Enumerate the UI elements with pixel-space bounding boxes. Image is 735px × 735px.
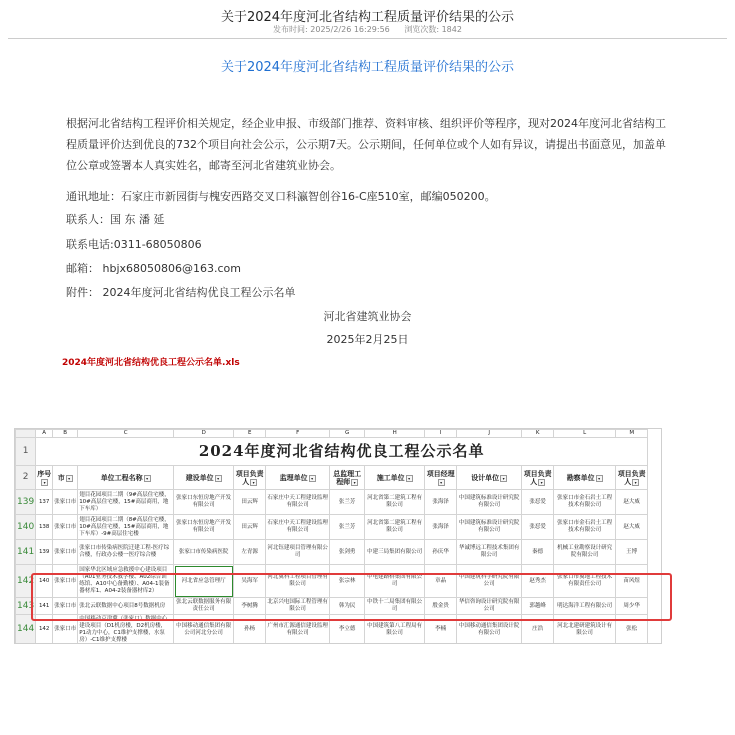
col-letter: B xyxy=(53,430,78,438)
table-cell[interactable]: 李立德 xyxy=(330,615,365,645)
col-letter: A xyxy=(36,430,53,438)
publish-time: 发布时间: 2025/2/26 16:29:56 xyxy=(273,25,390,34)
table-cell[interactable]: 张家口市传染病医院迁建工程-医疗综合楼，行政办公楼一医疗综合楼 xyxy=(78,540,174,565)
sheet-title: 2024年度河北省结构优良工程公示名单 xyxy=(36,438,648,466)
signature-org: 河北省建筑业协会 xyxy=(323,310,412,323)
row-number: 142 xyxy=(16,565,36,598)
table-cell[interactable]: 赵大威 xyxy=(616,515,648,540)
attachment-line: 附件： 2024年度河北省结构优良工程公示名单 xyxy=(66,286,296,299)
table-cell[interactable]: 河北省第二建筑工程有限公司 xyxy=(365,490,425,515)
col-letter: K xyxy=(522,430,554,438)
table-cell[interactable]: 张北云联数据中心项目8号数据机房 xyxy=(78,598,174,615)
table-cell[interactable]: 张家口市冀地工程技术有限责任公司 xyxy=(554,565,616,598)
header-cell[interactable]: 项目负责人 ▾ xyxy=(616,466,648,490)
table-row xyxy=(16,598,648,615)
table-cell[interactable]: 张家口市传染病医院 xyxy=(174,540,234,565)
table-cell[interactable]: 中电建路桥集团有限公司 xyxy=(365,565,425,598)
table-cell[interactable]: 广州市汇源通信建设监理有限公司 xyxy=(266,615,330,645)
filter-dropdown-icon[interactable]: ▾ xyxy=(538,479,545,486)
table-cell[interactable]: 郭越峰 xyxy=(522,598,554,615)
table-row xyxy=(16,615,648,645)
table-cell[interactable]: 苗风煜 xyxy=(616,565,648,598)
table-cell[interactable]: 张怼爱 xyxy=(522,490,554,515)
signature-date: 2025年2月25日 xyxy=(326,333,409,346)
header-cell[interactable]: 总监理工程师 ▾ xyxy=(330,466,365,490)
email-line: 邮箱： hbjx68050806@163.com xyxy=(66,262,241,275)
corner-cell xyxy=(16,430,36,438)
header-cell[interactable]: 监理单位 ▾ xyxy=(266,466,330,490)
filter-dropdown-icon[interactable]: ▾ xyxy=(66,475,73,482)
row-number: 2 xyxy=(16,466,36,490)
table-cell[interactable]: 吴海军 xyxy=(234,565,266,598)
table-cell[interactable]: 殷金贵 xyxy=(425,598,457,615)
col-letter: M xyxy=(616,430,648,438)
table-cell[interactable]: 张海泽 xyxy=(425,490,457,515)
table-cell[interactable]: 张家口市金石岩土工程技术有限公司 xyxy=(554,515,616,540)
col-letter: L xyxy=(554,430,616,438)
col-letter: J xyxy=(457,430,522,438)
table-cell[interactable]: 张家口市 xyxy=(53,540,78,565)
table-cell[interactable]: 中国移动通信集团有限公司河北分公司 xyxy=(174,615,234,645)
table-cell[interactable]: 中建三局集团有限公司 xyxy=(365,540,425,565)
table-cell[interactable]: 翅目花园项目二期（8#高层住宅楼，10#高层住宅楼，15#高层商用，地下车库）-9#高层住宅楼 xyxy=(78,515,174,540)
table-cell[interactable]: 秦德 xyxy=(522,540,554,565)
header-cell[interactable]: 建设单位 ▾ xyxy=(174,466,234,490)
table-cell[interactable]: 张北云联数据服务有限责任公司 xyxy=(174,598,234,615)
header-cell[interactable]: 市 ▾ xyxy=(53,466,78,490)
table-cell[interactable]: 张兰芳 xyxy=(330,490,365,515)
row-number: 144 xyxy=(16,615,36,645)
table-cell[interactable]: 田云辉 xyxy=(234,490,266,515)
header-row xyxy=(16,466,648,490)
table-cell[interactable]: 张家口市 xyxy=(53,598,78,615)
col-letter: D xyxy=(174,430,234,438)
table-cell[interactable]: 张家口市 xyxy=(53,490,78,515)
table-cell[interactable]: 北京兴电国际工程管理有限公司 xyxy=(266,598,330,615)
col-letter: G xyxy=(330,430,365,438)
col-letter: C xyxy=(78,430,174,438)
sheet-title-row xyxy=(16,438,648,466)
table-row xyxy=(16,565,648,598)
table-cell[interactable]: 河北省第二建筑工程有限公司 xyxy=(365,515,425,540)
table-cell[interactable]: 石家庄中天工程建设监理有限公司 xyxy=(266,515,330,540)
header-cell[interactable]: 施工单位 ▾ xyxy=(365,466,425,490)
filter-dropdown-icon[interactable]: ▾ xyxy=(438,479,445,486)
row-number: 140 xyxy=(16,515,36,540)
table-cell[interactable]: 韩为民 xyxy=(330,598,365,615)
filter-dropdown-icon[interactable]: ▾ xyxy=(351,479,358,486)
table-cell[interactable]: 周少华 xyxy=(616,598,648,615)
table-cell[interactable]: 河北北建研建筑设计有限公司 xyxy=(554,615,616,645)
phone-line: 联系电话:0311-68050806 xyxy=(66,238,202,251)
table-cell[interactable]: 机械工业勘察设计研究院有限公司 xyxy=(554,540,616,565)
filter-dropdown-icon[interactable]: ▾ xyxy=(250,479,257,486)
table-cell[interactable]: 137 xyxy=(36,490,53,515)
table-cell[interactable]: 庄浩 xyxy=(522,615,554,645)
table-cell[interactable]: 张家口市金石岩土工程技术有限公司 xyxy=(554,490,616,515)
spreadsheet-screenshot xyxy=(14,428,662,644)
table-cell[interactable]: 138 xyxy=(36,515,53,540)
table-cell[interactable]: 张怼爱 xyxy=(522,515,554,540)
header-cell[interactable]: 项目经理▾ xyxy=(425,466,457,490)
table-cell[interactable]: 张海泽 xyxy=(425,515,457,540)
article-paragraph xyxy=(66,113,666,176)
table-cell[interactable]: 左青源 xyxy=(234,540,266,565)
table-cell[interactable]: 章晶 xyxy=(425,565,457,598)
table-cell[interactable]: 中铁十二局集团有限公司 xyxy=(365,598,425,615)
contact-line: 联系人：国 东 潘 延 xyxy=(66,213,165,226)
filter-dropdown-icon[interactable]: ▾ xyxy=(632,479,639,486)
header-cell[interactable]: 单位工程名称 ▾ xyxy=(78,466,174,490)
page-title: 关于2024年度河北省结构工程质量评价结果的公示 xyxy=(220,10,515,25)
table-cell[interactable]: 李树腾 xyxy=(234,598,266,615)
table-cell[interactable]: 张家口市 xyxy=(53,565,78,598)
header-cell[interactable]: 勘察单位 ▾ xyxy=(554,466,616,490)
table-cell[interactable]: 明达海洋工程有限公司 xyxy=(554,598,616,615)
row-number: 143 xyxy=(16,598,36,615)
table-cell[interactable]: 中国建筑标准设计研究院有限公司 xyxy=(457,515,522,540)
row-number: 141 xyxy=(16,540,36,565)
header-cell[interactable]: 项目负责人 ▾ xyxy=(234,466,266,490)
table-cell[interactable]: 张家口东恒房地产开发有限公司 xyxy=(174,490,234,515)
table-cell[interactable]: 张兰芳 xyxy=(330,515,365,540)
header-cell[interactable]: 项目负责人 ▾ xyxy=(522,466,554,490)
table-cell[interactable]: 141 xyxy=(36,598,53,615)
filter-dropdown-icon[interactable]: ▾ xyxy=(406,475,413,482)
article-paragraph-text: 根据河北省结构工程评价相关规定，经企业申报、市级部门推荐、资料审核、组织评价等程序，现对2024年度河北省结构工程质量评价达到优良的732个项目向社会公示，公示期7天。公示期间，任何单位或个人如有异议，请提出书面意见，加盖单位公章或签署本人真实姓名，邮寄至河北省建筑业协会。 xyxy=(66,117,666,172)
row-number: 139 xyxy=(16,490,36,515)
view-count: 浏览次数: 1842 xyxy=(404,25,462,34)
filter-dropdown-icon[interactable]: ▾ xyxy=(215,475,222,482)
table-cell[interactable]: 翅目花园项目二期（9#高层住宅楼，10#高层住宅楼，15#高层商用，地下车库） xyxy=(78,490,174,515)
table-cell[interactable]: 国家华北区域应急救援中心建设项目（A01业务技术教学楼、A02综合训练馆、A10中心备勤楼）、A04-1装备器材库1、A04-2装备器材库2） xyxy=(78,565,174,598)
table-row xyxy=(16,490,648,515)
table-cell[interactable]: 赵大威 xyxy=(616,490,648,515)
table-cell[interactable]: 华信咨询设计研究院有限公司 xyxy=(457,598,522,615)
table-cell[interactable]: 142 xyxy=(36,615,53,645)
title-divider xyxy=(8,38,727,39)
page-meta xyxy=(0,24,735,35)
table-cell[interactable]: 中国移动通信集团设计院有限公司 xyxy=(457,615,522,645)
col-letter: E xyxy=(234,430,266,438)
col-letter: H xyxy=(365,430,425,438)
table-row xyxy=(16,515,648,540)
address-line: 通讯地址：石家庄市新园街与槐安西路交叉口科瀛智创谷16-C座510室，邮编050200。 xyxy=(66,190,496,203)
table-cell[interactable]: 中国建筑科学研究院有限公司 xyxy=(457,565,522,598)
table-cell[interactable]: 张家口东恒房地产开发有限公司 xyxy=(174,515,234,540)
filter-dropdown-icon[interactable]: ▾ xyxy=(41,479,48,486)
col-letter: I xyxy=(425,430,457,438)
table-cell[interactable]: 张家口市 xyxy=(53,515,78,540)
table-cell[interactable]: 河北钰建项目管理有限公司 xyxy=(266,540,330,565)
table-cell[interactable]: 石家庄中天工程建设监理有限公司 xyxy=(266,490,330,515)
col-letter: F xyxy=(266,430,330,438)
table-cell[interactable]: 河北冀科工程项目管理有限公司 xyxy=(266,565,330,598)
column-letter-row xyxy=(16,430,648,438)
table-cell[interactable]: 田云辉 xyxy=(234,515,266,540)
table-cell[interactable]: 张宗林 xyxy=(330,565,365,598)
article-heading: 关于2024年度河北省结构工程质量评价结果的公示 xyxy=(220,60,515,75)
table-cell[interactable]: 李楠 xyxy=(425,615,457,645)
filter-dropdown-icon[interactable]: ▾ xyxy=(144,475,151,482)
table-cell[interactable]: 张松 xyxy=(616,615,648,645)
table-cell[interactable]: 140 xyxy=(36,565,53,598)
header-cell[interactable]: 设计单位 ▾ xyxy=(457,466,522,490)
table-cell[interactable]: 华诚博远工程技术集团有限公司 xyxy=(457,540,522,565)
table-cell[interactable]: 王博 xyxy=(616,540,648,565)
table-row xyxy=(16,540,648,565)
table-cell[interactable]: 孙杨 xyxy=(234,615,266,645)
public-list-table xyxy=(15,429,648,644)
table-cell[interactable]: 河北省应急管理厅 xyxy=(174,565,234,598)
table-cell[interactable]: 139 xyxy=(36,540,53,565)
filter-dropdown-icon[interactable]: ▾ xyxy=(596,475,603,482)
table-cell[interactable]: 中国移动京津冀（张家口）数据中心建设项目（D1机房楼，D2机房楼，P1动力中心，C1维护支撑楼，水泵房）-C1维护支撑楼 xyxy=(78,615,174,645)
table-cell[interactable]: 张剑勇 xyxy=(330,540,365,565)
header-cell[interactable]: 序号▾ xyxy=(36,466,53,490)
table-cell[interactable]: 张家口市 xyxy=(53,615,78,645)
table-cell[interactable]: 中国建筑第八工程局有限公司 xyxy=(365,615,425,645)
filter-dropdown-icon[interactable]: ▾ xyxy=(309,475,316,482)
table-cell[interactable]: 中国建筑标准设计研究院有限公司 xyxy=(457,490,522,515)
row-number: 1 xyxy=(16,438,36,466)
table-cell[interactable]: 孙庆华 xyxy=(425,540,457,565)
filter-dropdown-icon[interactable]: ▾ xyxy=(500,475,507,482)
table-cell[interactable]: 赵秀杰 xyxy=(522,565,554,598)
attachment-download-link[interactable]: 2024年度河北省结构优良工程公示名单.xls xyxy=(62,358,240,368)
